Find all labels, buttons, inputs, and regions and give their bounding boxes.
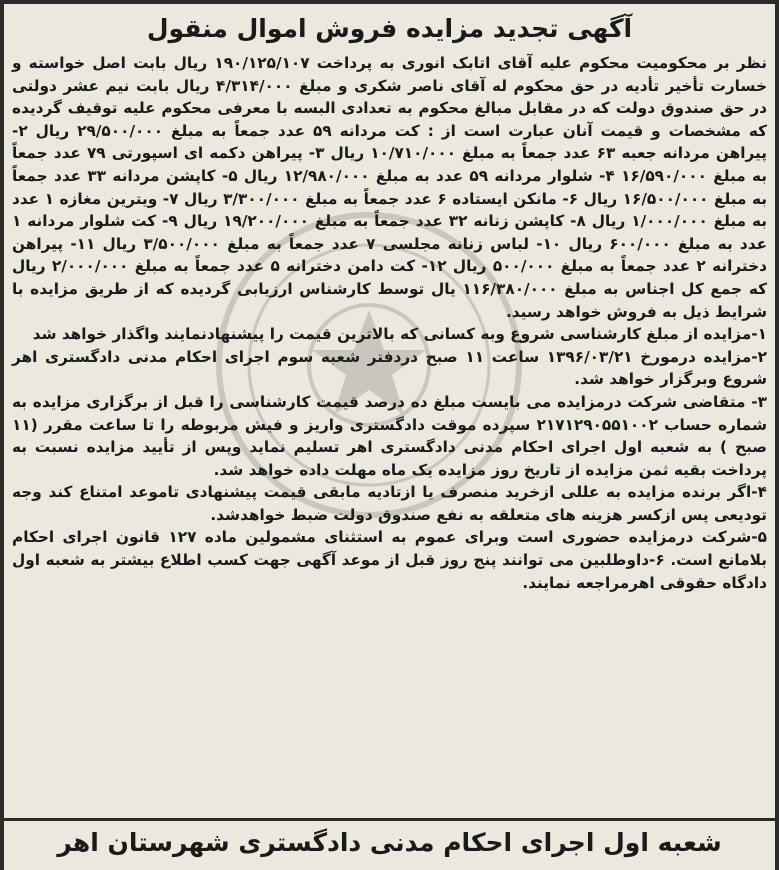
top-border <box>4 0 775 4</box>
auction-conditions <box>12 323 767 594</box>
notice-intro: نظر بر محکومیت محکوم علیه آقای اتابک انوری به پرداخت ۱۹۰/۱۲۵/۱۰۷ ریال بابت اصل خواسته و خسارت تأخیر تأدیه در حق محکوم له آقای ناصر شکری و مبلغ ۴/۳۱۴/۰۰۰ ریال بابت نیم عشر دولتی در حق صندوق دولت که در مقابل مبالغ محکوم به تعدادی البسه با معرفی محکوم علیه توقیف گردیده که مشخصات و قیمت آنان عبارت است از : کت مردانه ۵۹ عدد جمعاً به مبلغ ۲۹/۵۰۰/۰۰۰ ریال ۲- پیراهن مردانه جعبه ۶۳ عدد جمعاً به مبلغ ۱۰/۷۱۰/۰۰۰ ریال ۳- پیراهن دکمه ای اسپورتی ۷۹ عدد جمعاً به مبلغ ۱۶/۵۹۰/۰۰۰ ۴- شلوار مردانه ۵۹ عدد به مبلغ ۱۲/۹۸۰/۰۰۰ ریال ۵- کاپشن مردانه ۳۳ عدد جمعاً به مبلغ ۱۶/۵۰۰/۰۰۰ ریال ۶- مانکن ایستاده ۶ عدد جمعاً به مبلغ ۳/۳۰۰/۰۰۰ ریال ۷- ویترین مغازه ۱ عدد به مبلغ ۱/۰۰۰/۰۰۰ ریال ۸- کاپشن زنانه ۳۲ عدد جمعاً به مبلغ ۱۹/۲۰۰/۰۰۰ ریال ۹- کت شلوار مردانه ۱ عدد به مبلغ ۶۰۰/۰۰۰ ریال ۱۰- لباس زنانه مجلسی ۷ عدد جمعاً به مبلغ ۳/۵۰۰/۰۰۰ ریال ۱۱- پیراهن دخترانه ۲ عدد جمعاً به مبلغ ۵۰۰/۰۰۰ ریال ۱۲- کت دامن دخترانه ۵ عدد جمعاً به مبلغ ۲/۰۰۰/۰۰۰ ریال که جمع کل اجناس به مبلغ ۱۱۶/۳۸۰/۰۰۰ یال توسط کارشناس ارزیابی گردیده که از طریق مزایده با شرایط ذیل به فروش خواهد رسید. <box>12 54 768 321</box>
condition-item: ۳- متقاضی شرکت درمزایده می بایست مبلغ ده درصد قیمت کارشناسی را قبل از برگزاری مزایده به شماره حساب ۲۱۷۱۲۹۰۵۵۱۰۰۲ سپرده موقت دادگستری واریز و فیش مربوطه را تا ساعت مقرر (۱۱ صبح ) به شعبه اول اجرای احکام مدنی دادگستری اهر تسلیم نماید وپس از تأیید مزایده نسبت به پرداخت بقیه ثمن مزایده از تاریخ روز مزایده یک ماه مهلت داده خواهد شد. <box>12 392 767 479</box>
condition-item: ۵-شرکت درمزایده حضوری است وبرای عموم به استثنای مشمولین ماده ۱۲۷ قانون اجرای احکام بلامانع است. ۶-داوطلبین می توانند پنج روز قبل از موعد آگهی جهت کسب اطلاع بیشتر به شعبه اول دادگاه حقوقی اهرمراجعه نمایند. <box>12 528 768 592</box>
section-divider <box>4 818 775 821</box>
condition-item: ۴-اگر برنده مزایده به عللی ازخرید منصرف یا ازتادیه مابقی قیمت پیشنهادی تاموعد امتناع کند وجه تودیعی پس ازکسر هزینه های متعلقه به نفع صندوق دولت ضبط خواهدشد. <box>12 483 767 524</box>
condition-item: ۱-مزایده از مبلغ کارشناسی شروع وبه کسانی که بالاترین قیمت را پیشنهادنمایند واگذار خواهد شد <box>32 325 767 344</box>
condition-item: ۲-مزایده درمورخ ۱۳۹۶/۰۳/۲۱ ساعت ۱۱ صبح دردفتر شعبه سوم اجرای احکام مدنی دادگستری اهر شروع وبرگزار خواهد شد. <box>12 347 767 389</box>
notice-body <box>12 52 767 323</box>
issuing-office-signature: شعبه اول اجرای احکام مدنی دادگستری شهرستان اهر <box>57 828 722 857</box>
notice-title: آگهی تجدید مزایده فروش اموال منقول <box>146 14 633 43</box>
